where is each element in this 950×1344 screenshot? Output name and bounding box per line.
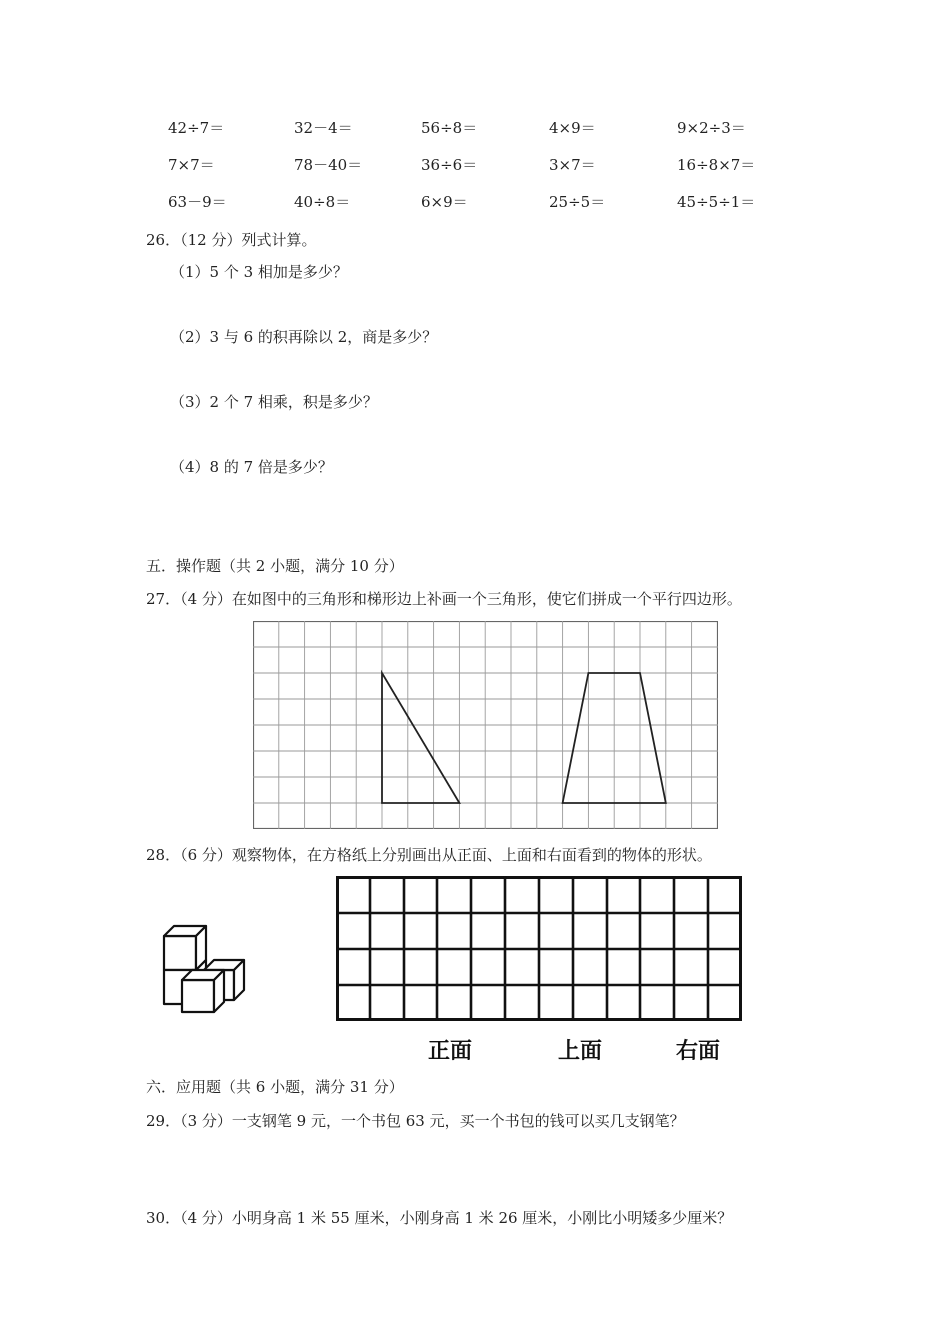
question-29-title: 29．（3 分）一支钢笔 9 元，一个书包 63 元，买一个书包的钱可以买几支钢笔？ — [146, 1112, 685, 1130]
calc-item: 6×9＝ — [421, 193, 468, 211]
calc-item: 7×7＝ — [168, 156, 215, 174]
calc-item: 40÷8＝ — [294, 193, 351, 211]
label-top-view: 上面 — [558, 1039, 603, 1064]
calc-item: 78－40＝ — [294, 156, 363, 174]
calc-item: 16÷8×7＝ — [677, 156, 756, 174]
calc-item: 4×9＝ — [549, 119, 596, 137]
calc-item: 42÷7＝ — [168, 119, 225, 137]
calc-item: 3×7＝ — [549, 156, 596, 174]
question-26-item-2: （2）3 与 6 的积再除以 2，商是多少？ — [170, 328, 438, 346]
question-26-item-1: （1）5 个 3 相加是多少？ — [170, 263, 348, 281]
section-5-title: 五．操作题（共 2 小题，满分 10 分） — [146, 557, 404, 575]
label-front-view: 正面 — [428, 1039, 473, 1064]
question-26-item-4: （4）8 的 7 倍是多少？ — [170, 458, 333, 476]
question-30-title: 30．（4 分）小明身高 1 米 55 厘米，小刚身高 1 米 26 厘米，小刚比小明矮多少厘米？ — [146, 1209, 733, 1227]
calc-item: 56÷8＝ — [421, 119, 478, 137]
question-26-item-3: （3）2 个 7 相乘，积是多少？ — [170, 393, 378, 411]
section-6-title: 六．应用题（共 6 小题，满分 31 分） — [146, 1078, 404, 1096]
question-26-title: 26．（12 分）列式计算。 — [146, 231, 317, 249]
cube-face — [182, 980, 214, 1012]
grid-figure-28 — [336, 876, 742, 1021]
calc-item: 25÷5＝ — [549, 193, 606, 211]
question-28-title: 28．（6 分）观察物体，在方格纸上分别画出从正面、上面和右面看到的物体的形状。 — [146, 846, 712, 864]
calc-item: 9×2÷3＝ — [677, 119, 746, 137]
calc-item: 63－9＝ — [168, 193, 227, 211]
question-27-title: 27．（4 分）在如图中的三角形和梯形边上补画一个三角形，使它们拼成一个平行四边形。 — [146, 590, 742, 608]
grid-figure-27 — [253, 621, 718, 829]
cube-face — [164, 936, 196, 970]
cube-stack-figure — [160, 922, 270, 1018]
label-right-view: 右面 — [676, 1039, 721, 1064]
calc-item: 36÷6＝ — [421, 156, 478, 174]
calc-item: 45÷5÷1＝ — [677, 193, 756, 211]
calc-item: 32－4＝ — [294, 119, 353, 137]
